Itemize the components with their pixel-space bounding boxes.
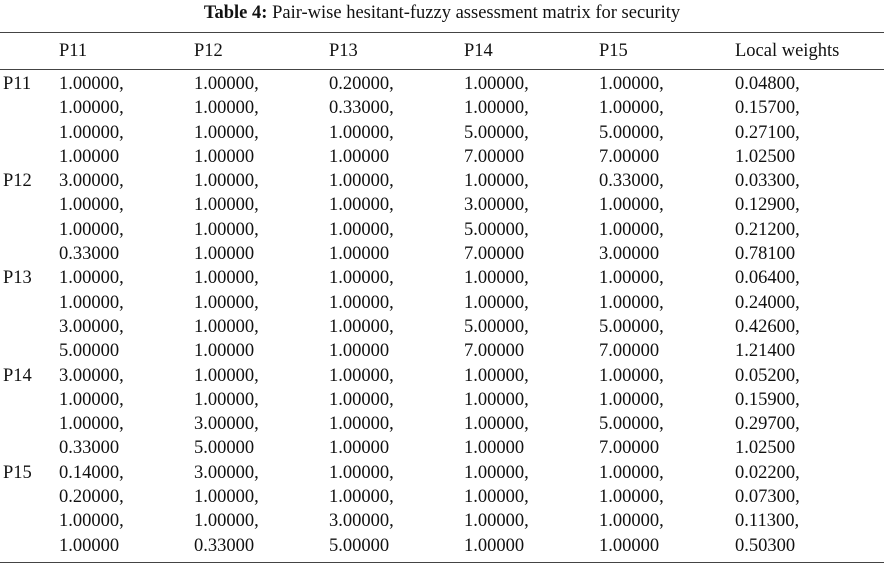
column-header-p11: P11 xyxy=(59,41,88,61)
cell-p13-p14 xyxy=(464,266,529,363)
cell-value: 5.00000, xyxy=(599,414,664,435)
column-header-p14: P14 xyxy=(464,41,493,61)
cell-p14-p13 xyxy=(329,364,394,461)
cell-value: 1.00000, xyxy=(329,195,394,216)
cell-value: 1.00000 xyxy=(329,438,390,459)
cell-value: 0.21200, xyxy=(735,219,800,240)
cell-value: 0.15900, xyxy=(735,389,800,410)
cell-p13-local-weights xyxy=(735,266,800,363)
cell-value: 5.00000 xyxy=(59,341,120,362)
cell-value: 7.00000 xyxy=(464,244,525,265)
cell-p15-p12 xyxy=(194,461,259,558)
cell-value: 0.07300, xyxy=(735,487,800,508)
cell-value: 0.02200, xyxy=(735,462,800,483)
column-header-local-weights: Local weights xyxy=(735,41,840,61)
cell-value: 1.00000 xyxy=(194,341,255,362)
cell-value: 7.00000 xyxy=(599,341,660,362)
row-label: P14 xyxy=(3,365,32,386)
cell-p15-p15 xyxy=(599,461,664,558)
cell-value: 1.00000, xyxy=(194,122,259,143)
cell-value: 1.00000, xyxy=(464,74,529,94)
cell-value: 1.00000, xyxy=(59,195,124,216)
cell-value: 1.00000 xyxy=(329,341,390,362)
cell-value: 1.00000, xyxy=(599,389,664,410)
table-header-rule xyxy=(0,69,884,70)
cell-value: 0.27100, xyxy=(735,122,800,143)
cell-p14-p11 xyxy=(59,364,124,461)
cell-value: 3.00000, xyxy=(59,316,124,337)
cell-value: 5.00000, xyxy=(464,122,529,143)
cell-p13-p12 xyxy=(194,266,259,363)
cell-value: 1.00000, xyxy=(59,389,124,410)
cell-value: 1.00000 xyxy=(464,438,525,459)
table-row-p14 xyxy=(0,364,884,461)
cell-value: 1.00000 xyxy=(599,535,660,556)
cell-value: 1.00000, xyxy=(59,98,124,119)
cell-value: 3.00000, xyxy=(464,195,529,216)
cell-value: 1.00000, xyxy=(194,511,259,532)
cell-p11-p11 xyxy=(59,72,124,169)
cell-p13-p13 xyxy=(329,266,394,363)
cell-p13-p11 xyxy=(59,266,124,363)
cell-value: 1.00000, xyxy=(464,389,529,410)
cell-value: 3.00000, xyxy=(194,462,259,483)
cell-value: 5.00000, xyxy=(599,122,664,143)
cell-value: 1.00000, xyxy=(59,511,124,532)
cell-value: 1.00000, xyxy=(599,195,664,216)
cell-value: 1.00000, xyxy=(599,74,664,94)
cell-value: 1.00000, xyxy=(329,462,394,483)
cell-value: 0.14000, xyxy=(59,462,124,483)
cell-value: 1.00000, xyxy=(194,292,259,313)
cell-value: 0.05200, xyxy=(735,365,800,386)
cell-value: 1.00000, xyxy=(194,365,259,386)
cell-value: 0.33000 xyxy=(194,535,255,556)
cell-value: 1.00000, xyxy=(464,365,529,386)
cell-value: 1.00000, xyxy=(194,268,259,289)
cell-value: 0.15700, xyxy=(735,98,800,119)
cell-p13-p15 xyxy=(599,266,664,363)
cell-value: 1.00000, xyxy=(194,219,259,240)
cell-value: 1.02500 xyxy=(735,438,796,459)
cell-p11-p12 xyxy=(194,72,259,169)
cell-value: 1.00000 xyxy=(194,146,255,167)
cell-value: 1.00000, xyxy=(599,487,664,508)
cell-value: 7.00000 xyxy=(599,146,660,167)
cell-value: 1.00000, xyxy=(194,316,259,337)
table-bottom-rule xyxy=(0,562,884,563)
cell-value: 0.20000, xyxy=(59,487,124,508)
cell-value: 1.00000 xyxy=(329,244,390,265)
cell-value: 1.00000, xyxy=(59,414,124,435)
cell-value: 0.11300, xyxy=(735,511,800,532)
cell-value: 1.00000, xyxy=(194,171,259,192)
cell-value: 1.00000, xyxy=(329,219,394,240)
cell-value: 1.00000, xyxy=(194,487,259,508)
cell-value: 3.00000 xyxy=(599,244,660,265)
cell-value: 1.00000, xyxy=(59,122,124,143)
cell-value: 3.00000, xyxy=(59,365,124,386)
cell-value: 1.00000, xyxy=(329,316,394,337)
cell-value: 3.00000, xyxy=(329,511,394,532)
cell-value: 0.03300, xyxy=(735,171,800,192)
cell-value: 0.33000, xyxy=(599,171,664,192)
cell-p15-p13 xyxy=(329,461,394,558)
cell-value: 1.00000 xyxy=(194,244,255,265)
cell-value: 1.00000 xyxy=(59,535,120,556)
column-header-p12: P12 xyxy=(194,41,223,61)
table-body xyxy=(0,72,884,558)
cell-value: 1.00000, xyxy=(464,462,529,483)
cell-value: 1.00000, xyxy=(194,74,259,94)
cell-value: 1.00000, xyxy=(59,268,124,289)
cell-value: 1.00000, xyxy=(599,292,664,313)
cell-value: 0.33000 xyxy=(59,244,120,265)
cell-value: 1.00000 xyxy=(464,535,525,556)
cell-value: 0.04800, xyxy=(735,74,800,94)
cell-p14-local-weights xyxy=(735,364,800,461)
cell-p12-p14 xyxy=(464,169,529,266)
cell-p14-p15 xyxy=(599,364,664,461)
cell-value: 1.00000, xyxy=(599,219,664,240)
cell-p11-p14 xyxy=(464,72,529,169)
cell-value: 5.00000, xyxy=(599,316,664,337)
cell-p12-p12 xyxy=(194,169,259,266)
cell-value: 1.00000, xyxy=(329,414,394,435)
column-header-p15: P15 xyxy=(599,41,628,61)
cell-value: 1.00000, xyxy=(464,268,529,289)
cell-p11-p15 xyxy=(599,72,664,169)
cell-value: 0.24000, xyxy=(735,292,800,313)
cell-value: 1.02500 xyxy=(735,146,796,167)
cell-value: 7.00000 xyxy=(464,341,525,362)
table-row-p13 xyxy=(0,266,884,363)
cell-p14-p14 xyxy=(464,364,529,461)
table-row-p15 xyxy=(0,461,884,558)
cell-value: 1.00000, xyxy=(464,292,529,313)
cell-value: 1.00000, xyxy=(464,98,529,119)
cell-value: 0.06400, xyxy=(735,268,800,289)
column-header-p13: P13 xyxy=(329,41,358,61)
cell-value: 5.00000, xyxy=(464,316,529,337)
cell-value: 5.00000, xyxy=(464,219,529,240)
cell-value: 1.00000, xyxy=(59,219,124,240)
cell-p15-p14 xyxy=(464,461,529,558)
cell-value: 1.00000, xyxy=(329,292,394,313)
row-label: P13 xyxy=(3,268,32,289)
row-label: P12 xyxy=(3,171,32,192)
cell-value: 0.33000, xyxy=(329,98,394,119)
cell-value: 1.00000, xyxy=(464,511,529,532)
row-label: P15 xyxy=(3,462,32,483)
table-caption xyxy=(0,2,884,24)
cell-p12-p13 xyxy=(329,169,394,266)
caption-text: Pair-wise hesitant-fuzzy assessment matrix for security xyxy=(272,3,681,23)
cell-value: 1.00000, xyxy=(194,98,259,119)
cell-p15-local-weights xyxy=(735,461,800,558)
table-header-row xyxy=(0,38,884,64)
cell-p12-local-weights xyxy=(735,169,800,266)
cell-value: 5.00000 xyxy=(194,438,255,459)
cell-value: 1.00000, xyxy=(194,195,259,216)
cell-value: 1.00000, xyxy=(329,171,394,192)
cell-value: 1.00000, xyxy=(329,122,394,143)
cell-p15-p11 xyxy=(59,461,124,558)
cell-value: 0.50300 xyxy=(735,535,796,556)
cell-value: 1.00000, xyxy=(599,98,664,119)
cell-value: 0.29700, xyxy=(735,414,800,435)
cell-value: 1.00000, xyxy=(599,511,664,532)
cell-value: 7.00000 xyxy=(464,146,525,167)
cell-value: 1.00000, xyxy=(329,365,394,386)
cell-value: 5.00000 xyxy=(329,535,390,556)
cell-p12-p15 xyxy=(599,169,664,266)
table-top-rule xyxy=(0,32,884,33)
cell-value: 1.00000, xyxy=(464,171,529,192)
table-row-p11 xyxy=(0,72,884,169)
cell-value: 0.78100 xyxy=(735,244,796,265)
cell-value: 0.42600, xyxy=(735,316,800,337)
cell-value: 0.33000 xyxy=(59,438,120,459)
cell-p12-p11 xyxy=(59,169,124,266)
cell-value: 1.00000, xyxy=(329,487,394,508)
cell-value: 1.00000 xyxy=(59,146,120,167)
cell-value: 1.00000, xyxy=(329,268,394,289)
cell-value: 1.00000, xyxy=(599,365,664,386)
cell-value: 0.12900, xyxy=(735,195,800,216)
cell-value: 1.21400 xyxy=(735,341,796,362)
caption-label: Table 4: xyxy=(203,3,268,23)
cell-value: 1.00000, xyxy=(59,74,124,94)
cell-value: 7.00000 xyxy=(599,438,660,459)
cell-value: 3.00000, xyxy=(194,414,259,435)
cell-p11-local-weights xyxy=(735,72,800,169)
cell-value: 1.00000, xyxy=(464,414,529,435)
table-row-p12 xyxy=(0,169,884,266)
cell-p14-p12 xyxy=(194,364,259,461)
cell-value: 1.00000, xyxy=(464,487,529,508)
cell-value: 1.00000 xyxy=(329,146,390,167)
cell-value: 3.00000, xyxy=(59,171,124,192)
cell-value: 0.20000, xyxy=(329,74,394,94)
cell-p11-p13 xyxy=(329,72,394,169)
cell-value: 1.00000, xyxy=(329,389,394,410)
cell-value: 1.00000, xyxy=(194,389,259,410)
cell-value: 1.00000, xyxy=(599,462,664,483)
cell-value: 1.00000, xyxy=(599,268,664,289)
row-label: P11 xyxy=(3,74,32,94)
cell-value: 1.00000, xyxy=(59,292,124,313)
